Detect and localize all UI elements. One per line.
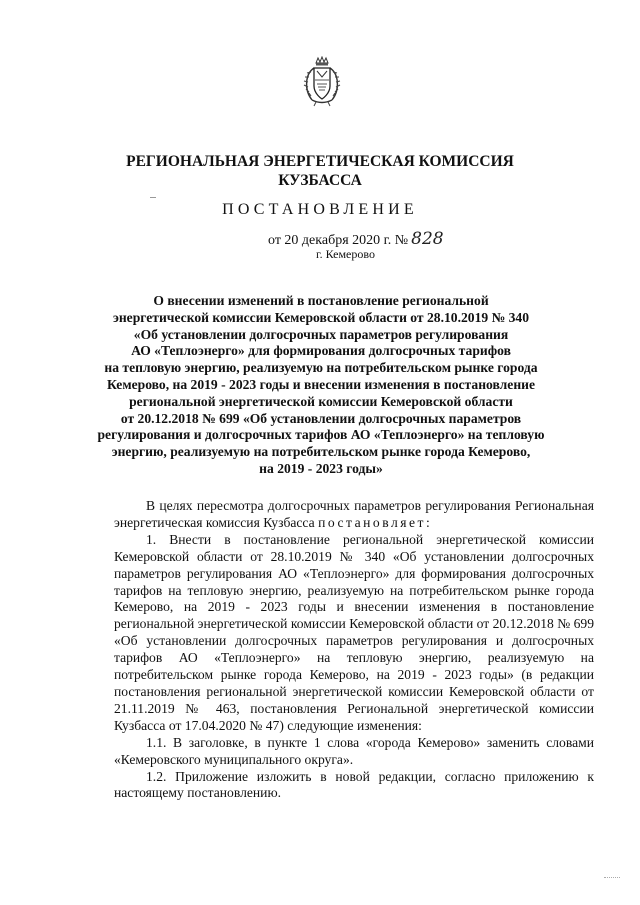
document-body [114, 498, 594, 802]
organization-name-line1: РЕГИОНАЛЬНАЯ ЭНЕРГЕТИЧЕСКАЯ КОМИССИЯ [126, 153, 514, 170]
body-paragraph-item-1-2: 1.2. Приложение изложить в новой редакции, согласно приложению к настоящему постановлению. [114, 768, 594, 801]
scan-corner-mark [604, 877, 620, 879]
document-type: ПОСТАНОВЛЕНИЕ [222, 201, 418, 218]
title-line: энергию, реализуемую на потребительском рынке города Кемерово, [111, 444, 531, 460]
preamble-text: В целях пересмотра долгосрочных параметров регулирования Региональная энергетическая комиссия Кузбасса [114, 498, 594, 530]
title-line: О внесении изменений в постановление региональной [153, 293, 489, 308]
title-line: энергетической комиссии Кемеровской области от 28.10.2019 № 340 [112, 309, 530, 325]
title-line: Кемерово, на 2019 - 2023 годы и внесении изменения в постановление [106, 376, 536, 392]
title-line: на 2019 - 2023 годы» [259, 460, 383, 476]
title-line: от 20.12.2018 № 699 «Об установлении долгосрочных параметров [120, 410, 522, 426]
date-text: от 20 декабря 2020 г. № [268, 233, 409, 248]
title-line: на тепловую энергию, реализуемую на потребительском рынке города [104, 360, 538, 376]
document-city: г. Кемерово [316, 247, 375, 261]
preamble-resolves: постановляет: [318, 514, 433, 530]
body-paragraph-preamble [114, 498, 594, 532]
title-line: «Об установлении долгосрочных параметров регулирования [133, 326, 509, 342]
body-paragraph-item-1-1: 1.1. В заголовке, в пункте 1 слова «города Кемерово» заменить словами «Кемеровского муниципального округа». [114, 734, 594, 767]
document-title [90, 293, 552, 478]
organization-name-line2: КУЗБАССА [278, 172, 362, 189]
document-number: 828 [411, 229, 444, 249]
title-line: АО «Теплоэнерго» для формирования долгосрочных тарифов [131, 343, 511, 359]
title-line: регулирования и долгосрочных тарифов АО «Теплоэнерго» на тепловую [97, 427, 545, 443]
document-date [268, 229, 444, 249]
scan-mark [150, 197, 156, 198]
title-line: региональной энергетической комиссии Кемеровской области [129, 393, 513, 409]
body-paragraph-item-1: 1. Внести в постановление региональной энергетической комиссии Кемеровской области от 28.10.2019 № 340 «Об установлении долгосрочных параметров регулирования АО «Теплоэнерго» для формирования долгосрочных тарифов на тепловую энергию, реализуемую на потребительском рынке города Кемерово, на 2019 - 2023 годы и внесении изменения в постановление региональной энергетической комиссии Кемеровской области от 20.12.2018 № 699 «Об установлении долгосрочных параметров регулирования и долгосрочных тарифов АО «Теплоэнерго» на тепловую энергию, реализуемую на потребительском рынке города Кемерово, на 2019 - 2023 годы» (в редакции постановления региональной энергетической комиссии Кемеровской области от 21.11.2019 № 463, постановления Региональной энергетической комиссии Кузбасса от 17.04.2020 № 47) следующие изменения: [114, 531, 594, 733]
coat-of-arms-emblem [302, 56, 342, 108]
